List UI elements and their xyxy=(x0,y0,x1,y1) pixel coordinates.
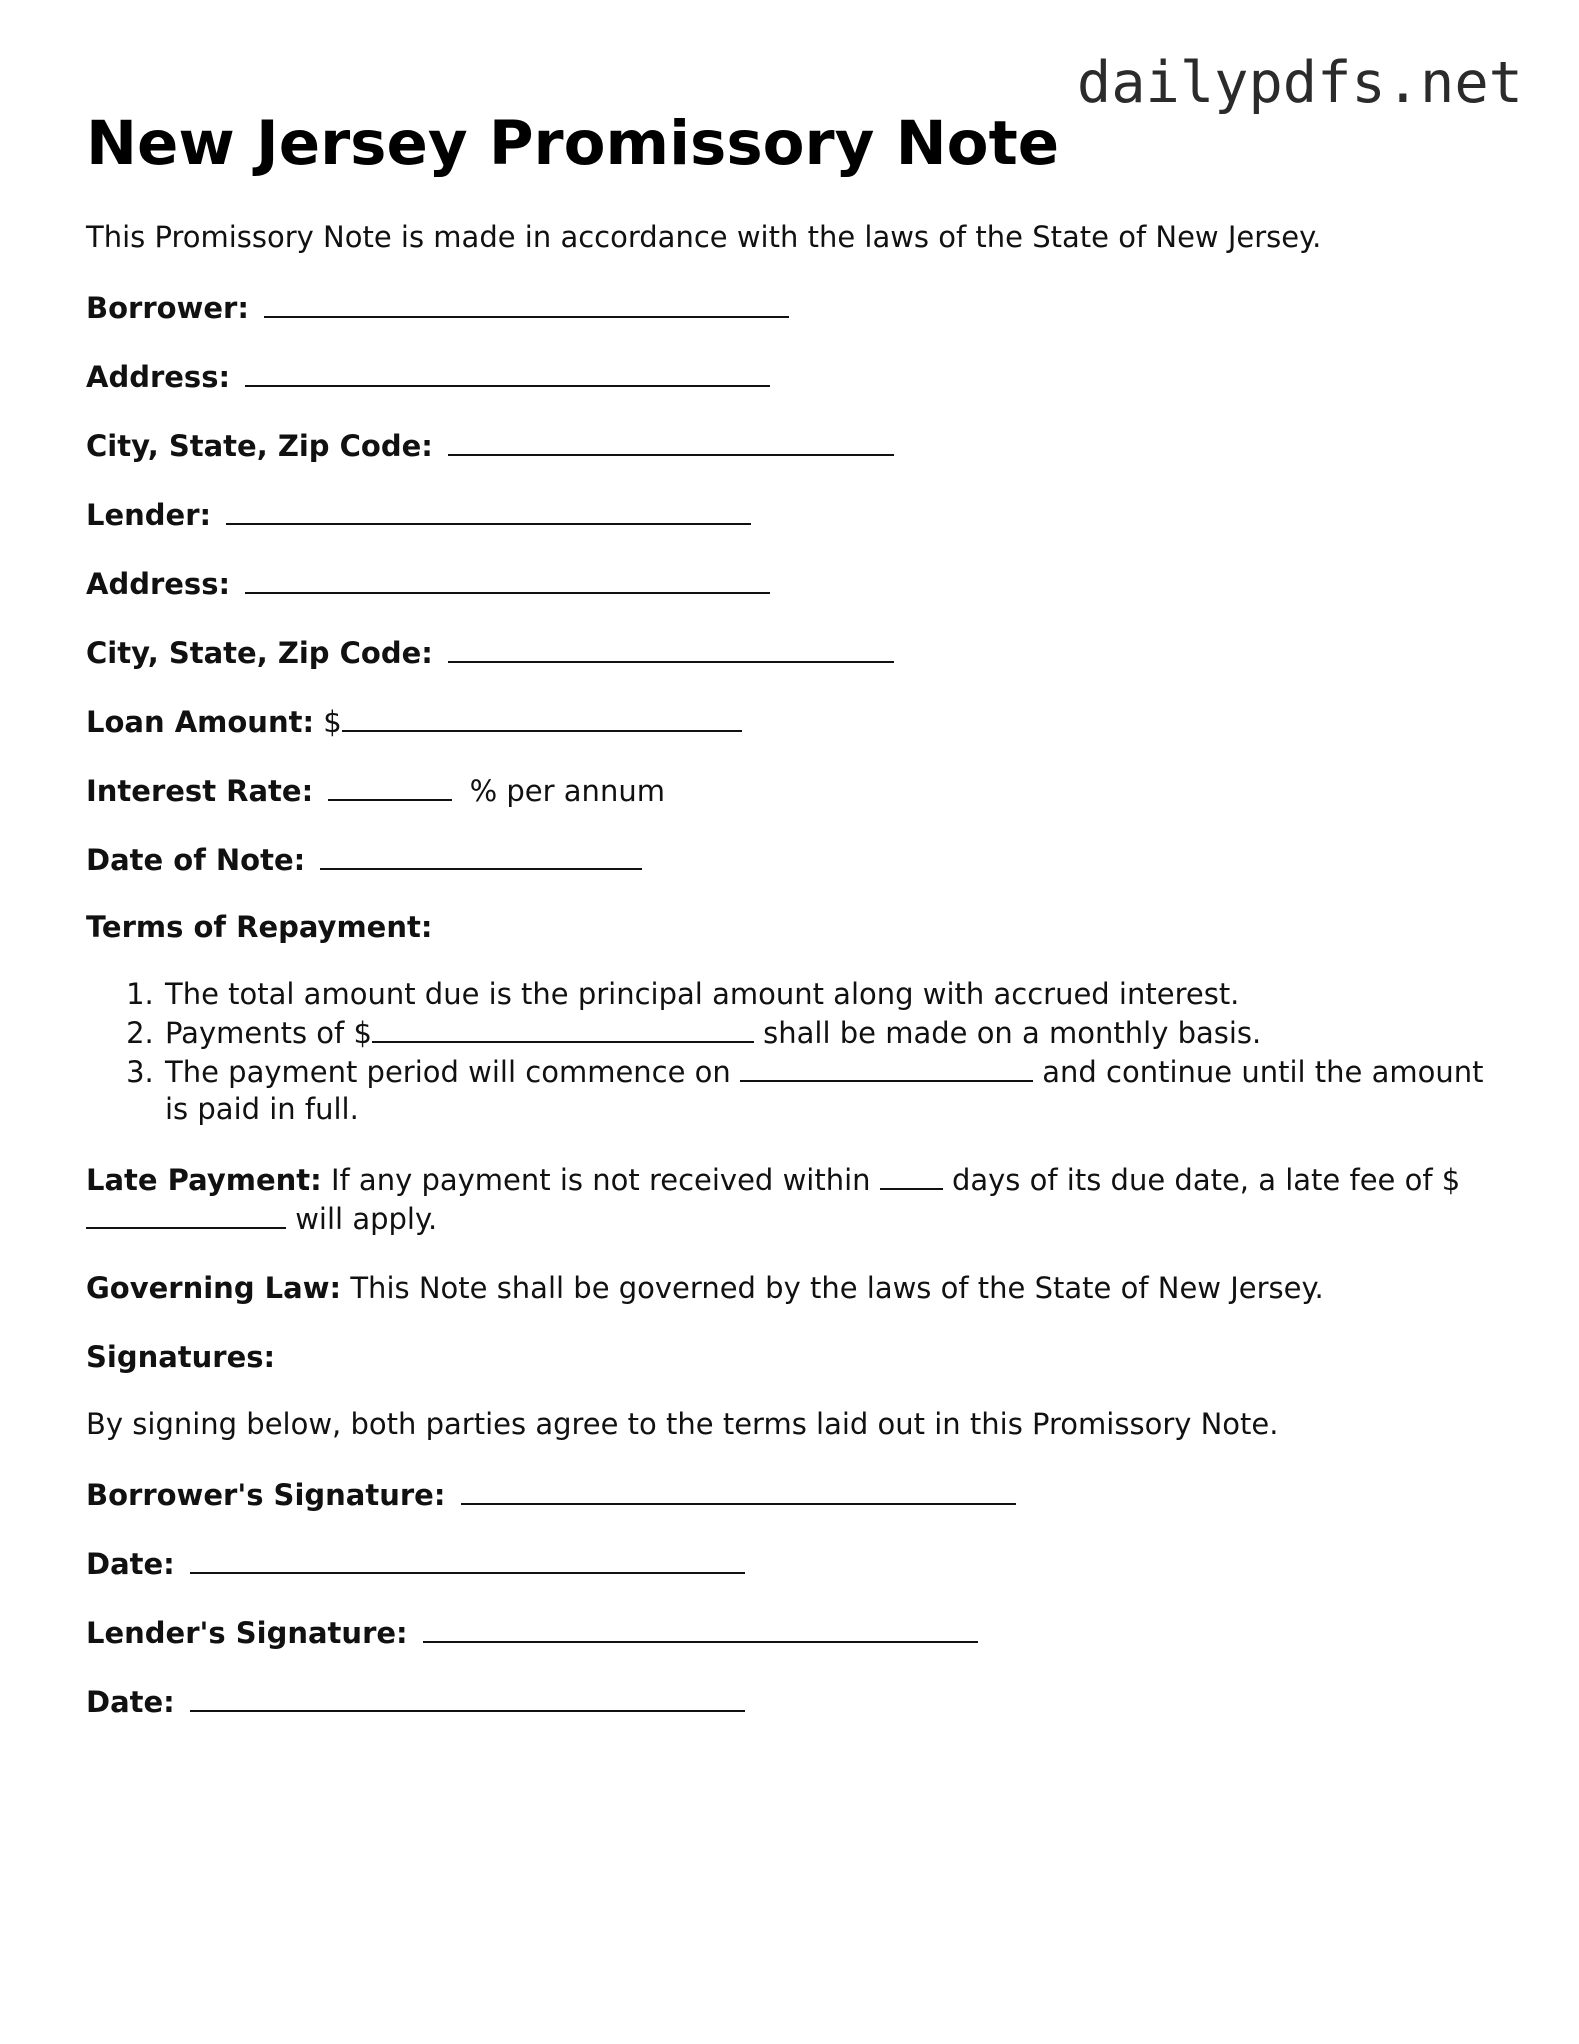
payment-amount-blank[interactable] xyxy=(372,1013,754,1043)
lender-date-label: Date: xyxy=(86,1685,175,1720)
terms-item-3-post: and continue until the amount is paid in full. xyxy=(165,1055,1484,1127)
terms-item-3 xyxy=(163,1052,1486,1128)
interest-rate-blank[interactable] xyxy=(328,771,452,801)
borrower-address-label: Address: xyxy=(86,360,231,395)
borrower-blank[interactable] xyxy=(264,288,789,318)
lender-blank[interactable] xyxy=(226,495,751,525)
borrower-address-blank[interactable] xyxy=(245,357,770,387)
lender-signature-blank[interactable] xyxy=(423,1613,978,1643)
late-days-blank[interactable] xyxy=(880,1160,943,1190)
signatures-heading: Signatures: xyxy=(86,1340,276,1375)
late-payment-label: Late Payment: xyxy=(86,1163,322,1198)
lender-date-blank[interactable] xyxy=(190,1682,745,1712)
date-of-note-label: Date of Note: xyxy=(86,843,306,878)
borrower-date-label: Date: xyxy=(86,1547,175,1582)
borrower-signature-label: Borrower's Signature: xyxy=(86,1478,446,1513)
lender-signature-field xyxy=(86,1613,1486,1652)
borrower-city-label: City, State, Zip Code: xyxy=(86,429,433,464)
borrower-date-field xyxy=(86,1544,1486,1583)
loan-amount-currency: $ xyxy=(323,705,342,740)
lender-address-label: Address: xyxy=(86,567,231,602)
terms-item-1: 1. The total amount due is the principal amount along with accrued interest. xyxy=(163,976,1486,1013)
document-title: New Jersey Promissory Note xyxy=(86,108,1060,179)
late-payment-paragraph xyxy=(86,1160,1486,1238)
interest-rate-label: Interest Rate: xyxy=(86,774,314,809)
governing-law-label: Governing Law: xyxy=(86,1271,342,1306)
lender-city-blank[interactable] xyxy=(448,633,894,663)
borrower-signature-blank[interactable] xyxy=(461,1475,1016,1505)
intro-paragraph: This Promissory Note is made in accordance with the laws of the State of New Jersey. xyxy=(86,220,1322,255)
terms-heading xyxy=(86,909,1486,946)
late-payment-text-mid: days of its due date, a late fee of $ xyxy=(942,1163,1461,1198)
interest-rate-suffix: % per annum xyxy=(469,774,665,809)
lender-label: Lender: xyxy=(86,498,212,533)
borrower-field xyxy=(86,288,1486,327)
lender-signature-label: Lender's Signature: xyxy=(86,1616,408,1651)
governing-law-paragraph xyxy=(86,1270,1486,1307)
governing-law-text: This Note shall be governed by the laws of the State of New Jersey. xyxy=(341,1271,1324,1306)
watermark: dailypdfs.net xyxy=(1076,50,1523,116)
borrower-city-field xyxy=(86,426,1486,465)
lender-field xyxy=(86,495,1486,534)
terms-item-3-pre: The payment period will commence on xyxy=(165,1055,741,1090)
signatures-intro: By signing below, both parties agree to the terms laid out in this Promissory Note. xyxy=(86,1407,1279,1442)
lender-city-label: City, State, Zip Code: xyxy=(86,636,433,671)
lender-address-field xyxy=(86,564,1486,603)
loan-amount-label: Loan Amount: xyxy=(86,705,315,740)
borrower-label: Borrower: xyxy=(86,291,249,326)
borrower-city-blank[interactable] xyxy=(448,426,894,456)
commence-date-blank[interactable] xyxy=(740,1052,1033,1082)
loan-amount-field xyxy=(86,702,1486,741)
borrower-address-field xyxy=(86,357,1486,396)
date-of-note-field xyxy=(86,840,1486,879)
lender-address-blank[interactable] xyxy=(245,564,770,594)
late-payment-text-post: will apply. xyxy=(286,1202,438,1237)
lender-date-field xyxy=(86,1682,1486,1721)
terms-item-2-pre: Payments of $ xyxy=(165,1016,372,1051)
loan-amount-blank[interactable] xyxy=(342,702,742,732)
lender-city-field xyxy=(86,633,1486,672)
terms-heading-label: Terms of Repayment: xyxy=(86,910,433,945)
borrower-date-blank[interactable] xyxy=(190,1544,745,1574)
late-fee-blank[interactable] xyxy=(86,1199,286,1229)
late-payment-text-pre: If any payment is not received within xyxy=(321,1163,880,1198)
borrower-signature-field xyxy=(86,1475,1486,1514)
document-page xyxy=(86,110,1486,1751)
terms-item-2-post: shall be made on a monthly basis. xyxy=(753,1016,1262,1051)
date-of-note-blank[interactable] xyxy=(320,840,642,870)
interest-rate-field xyxy=(86,771,1486,810)
terms-list xyxy=(86,976,1486,1128)
terms-item-2 xyxy=(163,1013,1486,1052)
